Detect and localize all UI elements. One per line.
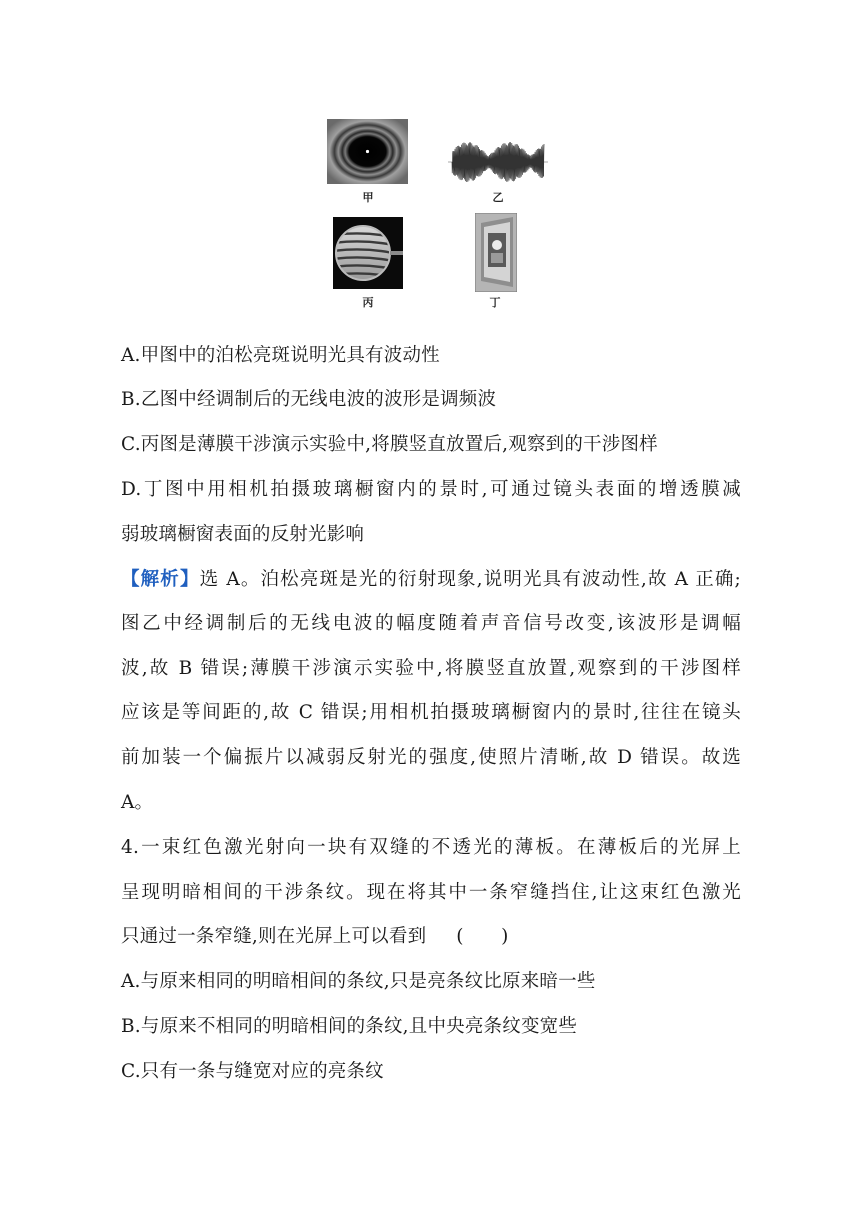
q3-option-d-line2: 弱玻璃橱窗表面的反射光影响 xyxy=(121,524,365,545)
q4-stem-line3-text: 只通过一条窄缝,则在光屏上可以看到 xyxy=(121,926,427,947)
figure-caption-ding: 丁 xyxy=(489,296,501,309)
q4-stem-line2: 呈现明暗相间的干涉条纹。现在将其中一条窄缝挡住,让这束红色激光 xyxy=(121,882,741,903)
q3-option-b: B.乙图中经调制后的无线电波的波形是调频波 xyxy=(121,389,497,410)
analysis-line-5: 前加装一个偏振片以减弱反射光的强度,使照片清晰,故 D 错误。故选 xyxy=(121,747,741,768)
q3-option-a: A.甲图中的泊松亮斑说明光具有波动性 xyxy=(121,345,440,366)
q4-stem-line3 xyxy=(121,922,509,948)
q3-option-c: C.丙图是薄膜干涉演示实验中,将膜竖直放置后,观察到的干涉图样 xyxy=(121,434,658,455)
analysis-line-6: A。 xyxy=(121,792,154,813)
figure-caption-yi: 乙 xyxy=(492,191,504,204)
analysis-line-1-text: 选 A。泊松亮斑是光的衍射现象,说明光具有波动性,故 A 正确; xyxy=(199,569,741,590)
q4-option-b: B.与原来不相同的明暗相间的条纹,且中央亮条纹变宽些 xyxy=(121,1016,578,1037)
q4-answer-bracket: ( ) xyxy=(456,926,509,947)
figure-jia-poisson-spot xyxy=(327,119,408,184)
analysis-line-2: 图乙中经调制后的无线电波的幅度随着声音信号改变,该波形是调幅 xyxy=(121,613,741,634)
analysis-tag: 【解析】 xyxy=(121,569,200,590)
analysis-line-1 xyxy=(121,565,741,591)
q3-option-d-line1: D.丁图中用相机拍摄玻璃橱窗内的景时,可通过镜头表面的增透膜减 xyxy=(121,479,741,500)
analysis-line-3: 波,故 B 错误;薄膜干涉演示实验中,将膜竖直放置,观察到的干涉图样 xyxy=(121,658,741,679)
q4-stem-line1: 4.一束红色激光射向一块有双缝的不透光的薄板。在薄板后的光屏上 xyxy=(121,837,741,858)
figure-caption-bing: 丙 xyxy=(362,296,374,309)
figure-caption-jia: 甲 xyxy=(362,191,374,204)
modulated-wave-path xyxy=(452,142,544,182)
figure-bing-thin-film xyxy=(333,217,403,289)
analysis-line-4: 应该是等间距的,故 C 错误;用相机拍摄玻璃橱窗内的景时,往往在镜头 xyxy=(121,702,741,723)
figure-yi-modulated-wave xyxy=(448,140,548,184)
figure-ding-showcase xyxy=(475,213,517,292)
q4-option-c: C.只有一条与缝宽对应的亮条纹 xyxy=(121,1061,384,1082)
q4-option-a: A.与原来相同的明暗相间的条纹,只是亮条纹比原来暗一些 xyxy=(121,971,596,992)
